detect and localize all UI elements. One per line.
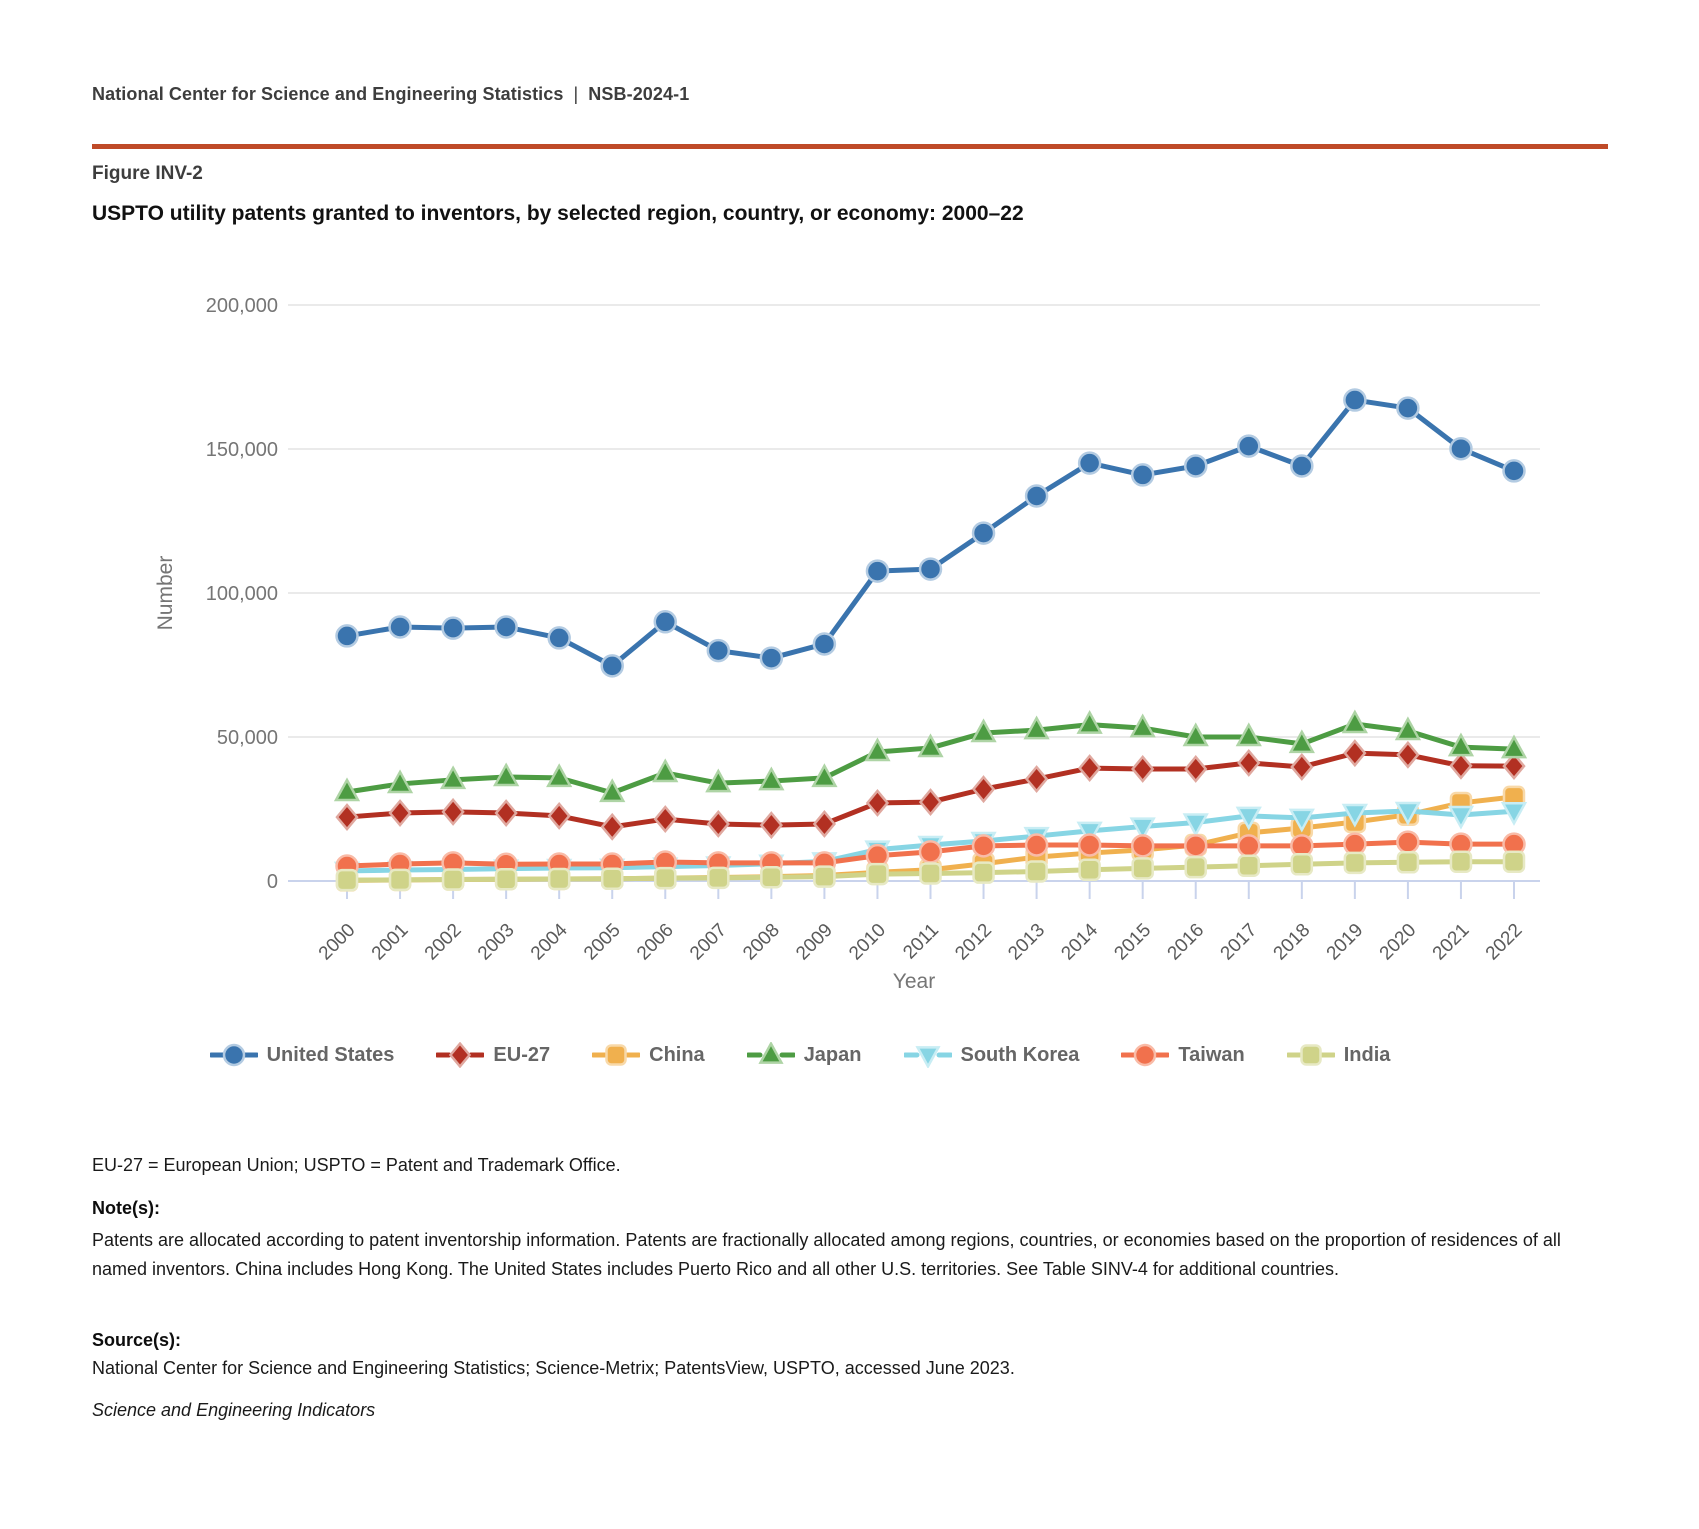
circle-marker (1450, 438, 1471, 459)
x-tick-label: 2002 (420, 919, 466, 965)
notes-label: Note(s): (92, 1198, 160, 1218)
india-legend-marker-icon (1287, 1042, 1335, 1068)
square-marker (443, 870, 463, 890)
circle-marker (390, 616, 411, 637)
header-org: National Center for Science and Engineering Statistics (92, 84, 564, 104)
diamond-marker (921, 790, 941, 814)
header-separator: | (573, 84, 579, 104)
legend-label-eu-27: EU-27 (493, 1043, 551, 1066)
divider-line (92, 144, 1608, 149)
square-marker (1133, 858, 1153, 878)
circle-marker (708, 640, 729, 661)
x-tick-label: 2017 (1216, 919, 1262, 965)
square-marker (708, 868, 728, 888)
circle-marker (1132, 464, 1153, 485)
square-marker (1504, 852, 1524, 872)
eu-27-legend-marker-icon (436, 1042, 484, 1068)
circle-marker (1344, 834, 1365, 855)
square-marker (1398, 852, 1418, 872)
series-united-states (337, 390, 1525, 677)
source-text: National Center for Science and Engineering Statistics; Science-Metrix; PatentsView, USPTO, accessed June 2023. (92, 1358, 1015, 1378)
circle-marker (1185, 455, 1206, 476)
triangle-up-marker (654, 761, 676, 781)
circle-marker (549, 627, 570, 648)
circle-marker (1026, 485, 1047, 506)
source-label: Source(s): (92, 1330, 182, 1350)
circle-marker (1238, 835, 1259, 856)
japan-legend-marker-icon (747, 1042, 795, 1068)
diamond-marker (337, 805, 357, 829)
patents-line-chart (150, 260, 1570, 1015)
circle-marker (1397, 832, 1418, 853)
triangle-down-marker (1450, 807, 1472, 827)
diamond-marker (867, 791, 887, 815)
square-marker (974, 863, 994, 883)
publication-footer: Science and Engineering Indicators (92, 1400, 376, 1420)
diamond-marker (814, 812, 834, 836)
circle-marker (1135, 1045, 1155, 1065)
square-marker (1027, 861, 1047, 881)
x-tick-label: 2022 (1481, 919, 1527, 965)
circle-marker (867, 561, 888, 582)
circle-marker (1079, 835, 1100, 856)
y-axis-title: Number (154, 555, 177, 631)
diamond-marker (496, 801, 516, 825)
diamond-marker (451, 1044, 470, 1067)
circle-marker (496, 616, 517, 637)
square-marker (1186, 857, 1206, 877)
square-marker (602, 869, 622, 889)
legend-label-taiwan: Taiwan (1178, 1043, 1245, 1066)
x-tick-label: 2012 (951, 919, 997, 965)
y-tick-label: 150,000 (205, 439, 278, 461)
square-marker (1239, 856, 1259, 876)
figure-title: USPTO utility patents granted to inventors, by selected region, country, or economy: 2000–22 (92, 202, 1024, 225)
x-tick-label: 2000 (314, 919, 360, 965)
x-tick-label: 2021 (1428, 919, 1474, 965)
circle-marker (920, 841, 941, 862)
circle-marker (1238, 436, 1259, 457)
square-marker (607, 1046, 626, 1065)
square-marker (1345, 853, 1365, 873)
x-tick-label: 2015 (1110, 919, 1156, 965)
square-marker (867, 864, 887, 884)
legend-label-japan: Japan (803, 1043, 862, 1066)
square-marker (337, 870, 357, 890)
square-marker (1301, 1046, 1320, 1065)
x-tick-label: 2014 (1057, 919, 1103, 965)
circle-marker (1344, 390, 1365, 411)
circle-marker (1397, 398, 1418, 419)
circle-marker (973, 835, 994, 856)
x-tick-label: 2005 (580, 919, 625, 965)
circle-marker (224, 1045, 244, 1065)
circle-marker (814, 633, 835, 654)
circle-marker (1185, 835, 1206, 856)
square-marker (549, 869, 569, 889)
diamond-marker (1292, 755, 1312, 779)
abbreviations-text: EU-27 = European Union; USPTO = Patent and Trademark Office. (92, 1155, 621, 1175)
circle-marker (337, 625, 358, 646)
legend-item-south-korea[interactable] (904, 1042, 1080, 1068)
diamond-marker (708, 812, 728, 836)
legend-item-japan[interactable] (747, 1042, 862, 1068)
china-legend-marker-icon (592, 1042, 640, 1068)
circle-marker (1026, 835, 1047, 856)
legend-item-eu-27[interactable] (436, 1042, 550, 1068)
diamond-marker (761, 813, 781, 837)
diamond-marker (1080, 756, 1100, 780)
diamond-marker (1186, 757, 1206, 781)
diamond-marker (602, 815, 622, 839)
legend-item-united-states[interactable] (210, 1042, 395, 1068)
south-korea-legend-marker-icon (904, 1042, 952, 1068)
y-tick-label: 50,000 (216, 727, 278, 749)
circle-marker (761, 648, 782, 669)
circle-marker (1132, 835, 1153, 856)
circle-marker (920, 559, 941, 580)
series-line-united-states (347, 400, 1514, 666)
square-marker (1451, 852, 1471, 872)
triangle-up-marker (1344, 712, 1366, 732)
diamond-marker (1345, 741, 1365, 765)
x-tick-label: 2009 (792, 919, 837, 965)
legend-label-india: India (1343, 1043, 1391, 1066)
diamond-marker (974, 777, 994, 801)
square-marker (655, 868, 675, 888)
legend-item-china[interactable] (592, 1042, 705, 1068)
square-marker (761, 867, 781, 887)
x-tick-label: 2019 (1322, 919, 1368, 965)
square-marker (496, 869, 516, 889)
circle-marker (602, 655, 623, 676)
document-header (92, 84, 689, 105)
triangle-up-marker (760, 1044, 781, 1063)
legend-label-united-states: United States (266, 1043, 395, 1066)
circle-marker (1079, 453, 1100, 474)
circle-marker (443, 618, 464, 639)
legend-label-china: China (649, 1043, 705, 1066)
legend-item-india[interactable] (1287, 1042, 1391, 1068)
diamond-marker (443, 800, 463, 824)
x-tick-label: 2011 (899, 919, 944, 964)
x-tick-label: 2007 (686, 919, 731, 965)
x-tick-label: 2008 (739, 919, 784, 965)
y-tick-label: 100,000 (205, 583, 278, 605)
diamond-marker (1133, 757, 1153, 781)
chart-legend (50, 1042, 1550, 1068)
x-tick-label: 2010 (845, 919, 890, 965)
diamond-marker (1239, 751, 1259, 775)
diamond-marker (1451, 754, 1471, 778)
x-tick-label: 2016 (1163, 919, 1209, 965)
united-states-legend-marker-icon (210, 1042, 258, 1068)
diamond-marker (655, 807, 675, 831)
square-marker (390, 870, 410, 890)
header-doc-id: NSB-2024-1 (588, 84, 690, 104)
x-tick-label: 2018 (1269, 919, 1315, 965)
taiwan-legend-marker-icon (1121, 1042, 1169, 1068)
diamond-marker (1398, 743, 1418, 767)
figure-label: Figure INV-2 (92, 163, 203, 184)
chart-area (150, 260, 1570, 1015)
legend-item-taiwan[interactable] (1121, 1042, 1244, 1068)
square-marker (921, 864, 941, 884)
legend-label-south-korea: South Korea (960, 1043, 1080, 1066)
diamond-marker (549, 804, 569, 828)
x-tick-label: 2001 (367, 919, 413, 965)
y-tick-label: 200,000 (205, 295, 278, 317)
square-marker (1080, 860, 1100, 880)
x-tick-label: 2013 (1004, 919, 1050, 965)
x-tick-label: 2020 (1375, 919, 1421, 965)
circle-marker (973, 523, 994, 544)
triangle-down-marker (917, 1047, 938, 1066)
x-tick-label: 2004 (526, 919, 572, 965)
x-tick-label: 2003 (473, 919, 519, 965)
diamond-marker (1027, 767, 1047, 791)
circle-marker (1504, 460, 1525, 481)
circle-marker (1291, 455, 1312, 476)
y-tick-label: 0 (266, 871, 278, 893)
square-marker (1292, 854, 1312, 874)
notes-text: Patents are allocated according to patent inventorship information. Patents are fractionally allocated among regions, countries, or economies based on the proportion of residences of all named inventors. China includes Hong Kong. The United States includes Puerto Rico and all other U.S. territories. See Table SINV-4 for additional countries. (92, 1230, 1561, 1279)
square-marker (814, 867, 834, 887)
circle-marker (655, 611, 676, 632)
diamond-marker (390, 801, 410, 825)
x-tick-label: 2006 (633, 919, 678, 965)
x-axis-title: Year (892, 970, 936, 993)
